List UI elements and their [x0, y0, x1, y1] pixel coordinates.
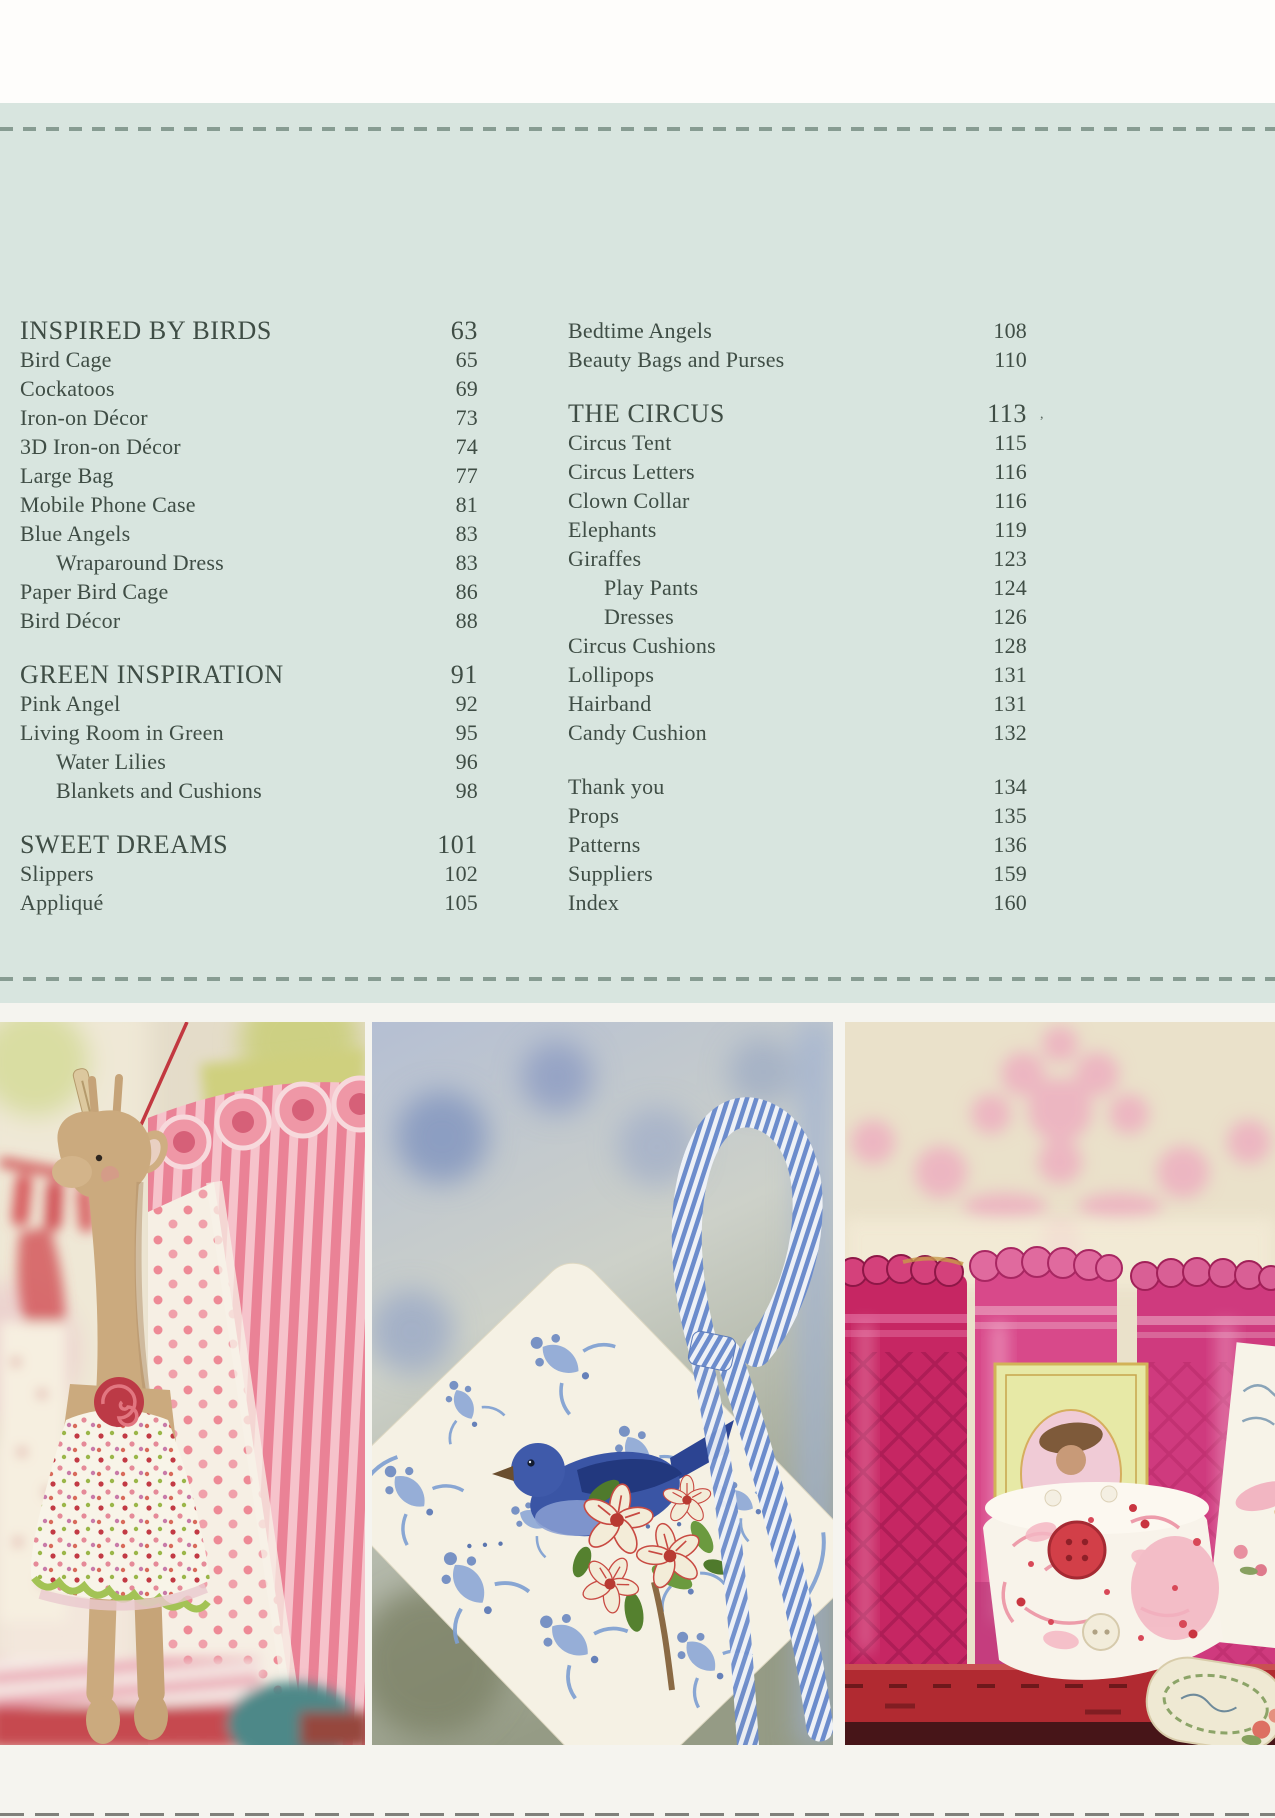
toc-entry-page-number: 160: [993, 890, 1027, 915]
toc-entry-page: [456, 606, 478, 635]
toc-entry-page: [993, 888, 1027, 917]
toc-entry-page: [994, 515, 1027, 544]
toc-item-row: [568, 772, 1027, 801]
toc-entry-page-number: 73: [455, 405, 478, 430]
toc-entry-label: Giraffes: [568, 546, 642, 571]
next-page-edge-dashes: [0, 1813, 1275, 1816]
toc-entry-page: [993, 689, 1027, 718]
stitched-border-top: [0, 127, 1275, 131]
toc-item-row: [20, 776, 478, 805]
toc-entry-page-number: 119: [994, 517, 1027, 542]
toc-item-row: [20, 548, 478, 577]
toc-entry-label: Wraparound Dress: [56, 550, 224, 575]
toc-entry-label: Thank you: [568, 774, 665, 799]
toc-entry-page: [456, 548, 478, 577]
toc-entry-page: [993, 631, 1027, 660]
toc-entry-page-number: 124: [993, 575, 1027, 600]
toc-entry-label: Hairband: [568, 691, 652, 716]
toc-column-left: [20, 316, 478, 917]
toc-entry-label: 3D Iron-on Décor: [20, 434, 181, 459]
photo-pink-jars: [845, 1022, 1275, 1745]
toc-entry-label: Large Bag: [20, 463, 114, 488]
toc-entry-page-number: 126: [993, 604, 1027, 629]
toc-item-row: [20, 403, 478, 432]
top-page-margin: [0, 0, 1275, 103]
toc-entry-page-number: 96: [455, 749, 478, 774]
toc-entry-label: Elephants: [568, 517, 657, 542]
toc-entry-label: GREEN INSPIRATION: [20, 660, 284, 689]
toc-entry-page: [444, 859, 478, 888]
toc-heading-row: [20, 830, 478, 859]
toc-entry-label: SWEET DREAMS: [20, 830, 229, 859]
toc-entry-page: [993, 830, 1027, 859]
toc-item-row: [20, 859, 478, 888]
toc-entry-label: Bird Décor: [20, 608, 121, 633]
toc-heading-row: [20, 660, 478, 689]
toc-item-row: [20, 888, 478, 917]
toc-entry-page: [993, 772, 1027, 801]
toc-item-row: [568, 316, 1027, 345]
toc-entry-page-number: 83: [455, 550, 478, 575]
toc-item-row: [20, 577, 478, 606]
toc-entry-page-number: 108: [993, 318, 1027, 343]
toc-entry-page: [993, 801, 1027, 830]
toc-entry-page-number: 65: [455, 347, 478, 372]
toc-entry-page-number: 102: [444, 861, 478, 886]
toc-entry-page: [456, 718, 478, 747]
toc-entry-label: Paper Bird Cage: [20, 579, 169, 604]
contents-panel: [0, 103, 1275, 1003]
toc-entry-label: Lollipops: [568, 662, 655, 687]
toc-entry-page-number: 69: [455, 376, 478, 401]
toc-item-row: [568, 602, 1027, 631]
toc-item-row: [568, 428, 1027, 457]
toc-entry-label: Water Lilies: [56, 749, 166, 774]
toc-entry-label: Clown Collar: [568, 488, 690, 513]
toc-entry-page: [456, 689, 478, 718]
toc-entry-page-number: 91: [450, 660, 478, 689]
toc-entry-page-number: 86: [455, 579, 478, 604]
toc-item-row: [568, 801, 1027, 830]
photo-strip: [0, 1022, 1275, 1745]
toc-entry-page: [993, 602, 1027, 631]
toc-entry-page: [456, 490, 478, 519]
toc-item-row: [20, 689, 478, 718]
toc-entry-page-number: 113: [987, 399, 1027, 428]
toc-item-row: [568, 718, 1027, 747]
toc-item-row: [568, 457, 1027, 486]
toc-entry-page: [451, 316, 478, 345]
toc-entry-page-number: 88: [455, 608, 478, 633]
jars-photo-art: [845, 1022, 1275, 1745]
toc-entry-page: [993, 316, 1027, 345]
toc-entry-page: [456, 461, 478, 490]
tag-photo-art: [372, 1022, 833, 1745]
toc-entry-label: Circus Cushions: [568, 633, 716, 658]
toc-entry-page: [994, 486, 1027, 515]
stitched-border-bottom: [0, 977, 1275, 981]
toc-item-row: [568, 515, 1027, 544]
toc-entry-page-number: 81: [455, 492, 478, 517]
toc-entry-label: Beauty Bags and Purses: [568, 347, 785, 372]
photo-bluebird-tag: [372, 1022, 833, 1745]
toc-item-row: [20, 432, 478, 461]
toc-entry-page-number: 116: [994, 459, 1027, 484]
toc-entry-page-number: 101: [437, 830, 478, 859]
toc-item-row: [568, 573, 1027, 602]
toc-entry-page: [456, 577, 478, 606]
toc-heading-row: [20, 316, 478, 345]
toc-entry-label: Play Pants: [604, 575, 699, 600]
toc-section-gap: [20, 635, 478, 660]
toc-entry-label: Patterns: [568, 832, 641, 857]
toc-entry-label: Slippers: [20, 861, 94, 886]
toc-entry-page-number: 98: [455, 778, 478, 803]
toc-entry-label: Dresses: [604, 604, 674, 629]
toc-item-row: [20, 374, 478, 403]
red-button: [1049, 1522, 1105, 1578]
toc-item-row: [568, 888, 1027, 917]
toc-entry-label: Blankets and Cushions: [56, 778, 262, 803]
toc-entry-label: Bird Cage: [20, 347, 112, 372]
toc-item-row: [568, 859, 1027, 888]
toc-entry-label: Blue Angels: [20, 521, 131, 546]
toc-entry-label: Iron-on Décor: [20, 405, 148, 430]
toc-entry-page: [987, 399, 1045, 428]
toc-entry-label: Living Room in Green: [20, 720, 224, 745]
toc-entry-page-number: 136: [993, 832, 1027, 857]
toc-entry-label: Circus Letters: [568, 459, 695, 484]
toc-entry-page-number: 74: [455, 434, 478, 459]
photo-giraffe-doll: [0, 1022, 365, 1745]
toc-item-row: [568, 689, 1027, 718]
toc-item-row: [568, 544, 1027, 573]
toc-item-row: [568, 631, 1027, 660]
toc-entry-label: Circus Tent: [568, 430, 672, 455]
toc-entry-page: [993, 859, 1027, 888]
toc-entry-page-number: 134: [993, 774, 1027, 799]
toc-entry-page: [456, 432, 478, 461]
toc-entry-page: [993, 573, 1027, 602]
toc-column-right: [568, 316, 1045, 917]
toc-entry-page: [444, 888, 478, 917]
toc-entry-page: [994, 428, 1027, 457]
toc-entry-page: [456, 776, 478, 805]
toc-entry-page-number: 105: [444, 890, 478, 915]
toc-heading-row: [568, 399, 1045, 428]
toc-entry-label: THE CIRCUS: [568, 399, 725, 428]
toc-entry-label: Mobile Phone Case: [20, 492, 196, 517]
toc-entry-page-number: 131: [993, 662, 1027, 687]
jar-left: [845, 1255, 967, 1714]
toc-entry-page-number: 95: [455, 720, 478, 745]
toc-entry-page: [994, 457, 1027, 486]
toc-item-row: [568, 486, 1027, 515]
toc-item-row: [568, 660, 1027, 689]
toc-entry-page: [456, 519, 478, 548]
toc-entry-page: [437, 830, 478, 859]
toc-entry-label: Candy Cushion: [568, 720, 707, 745]
toc-item-row: [568, 345, 1027, 374]
toc-entry-page-number: 131: [993, 691, 1027, 716]
toc-entry-page: [993, 718, 1027, 747]
toc-entry-label: Index: [568, 890, 620, 915]
toc-section-gap: [20, 805, 478, 830]
toc-entry-page-number: 63: [450, 316, 478, 345]
toc-entry-page-number: 83: [455, 521, 478, 546]
toc-entry-page: [456, 403, 478, 432]
pink-canopy-tent: [148, 1048, 365, 1745]
toc-item-row: [20, 345, 478, 374]
toc-entry-page: [456, 345, 478, 374]
toc-entry-page-number: 115: [994, 430, 1027, 455]
print-speck: ,: [1040, 407, 1045, 422]
toc-entry-page-number: 128: [993, 633, 1027, 658]
toc-entry-label: Suppliers: [568, 861, 653, 886]
toc-item-row: [20, 461, 478, 490]
white-button: [1083, 1614, 1119, 1650]
toc-entry-page: [993, 544, 1027, 573]
toc-entry-page-number: 110: [994, 347, 1027, 372]
toc-item-row: [20, 718, 478, 747]
toc-entry-page-number: 123: [993, 546, 1027, 571]
toc-entry-page-number: 132: [993, 720, 1027, 745]
toc-entry-page: [993, 660, 1027, 689]
toc-entry-label: Cockatoos: [20, 376, 115, 401]
pincushion-cuff: [983, 1482, 1223, 1680]
toc-entry-page: [451, 660, 478, 689]
toc-item-row: [568, 830, 1027, 859]
toc-entry-page-number: 135: [993, 803, 1027, 828]
toc-item-row: [20, 519, 478, 548]
fabric-rose: [94, 1377, 144, 1427]
toc-entry-label: Props: [568, 803, 620, 828]
toc-item-row: [20, 490, 478, 519]
giraffe-photo-art: [0, 1022, 365, 1745]
toc-entry-page-number: 77: [455, 463, 478, 488]
toc-section-gap: [568, 374, 1027, 399]
toc-item-row: [20, 747, 478, 776]
toc-section-gap: [568, 747, 1027, 772]
toc-entry-page-number: 159: [993, 861, 1027, 886]
toc-entry-page: [456, 374, 478, 403]
toc-entry-label: INSPIRED BY BIRDS: [20, 316, 272, 345]
toc-item-row: [20, 606, 478, 635]
toc-entry-page-number: 92: [455, 691, 478, 716]
toc-entry-page: [456, 747, 478, 776]
toc-entry-label: Pink Angel: [20, 691, 121, 716]
toc-entry-label: Appliqué: [20, 890, 104, 915]
toc-entry-page: [994, 345, 1027, 374]
toc-entry-label: Bedtime Angels: [568, 318, 712, 343]
toc-entry-page-number: 116: [994, 488, 1027, 513]
